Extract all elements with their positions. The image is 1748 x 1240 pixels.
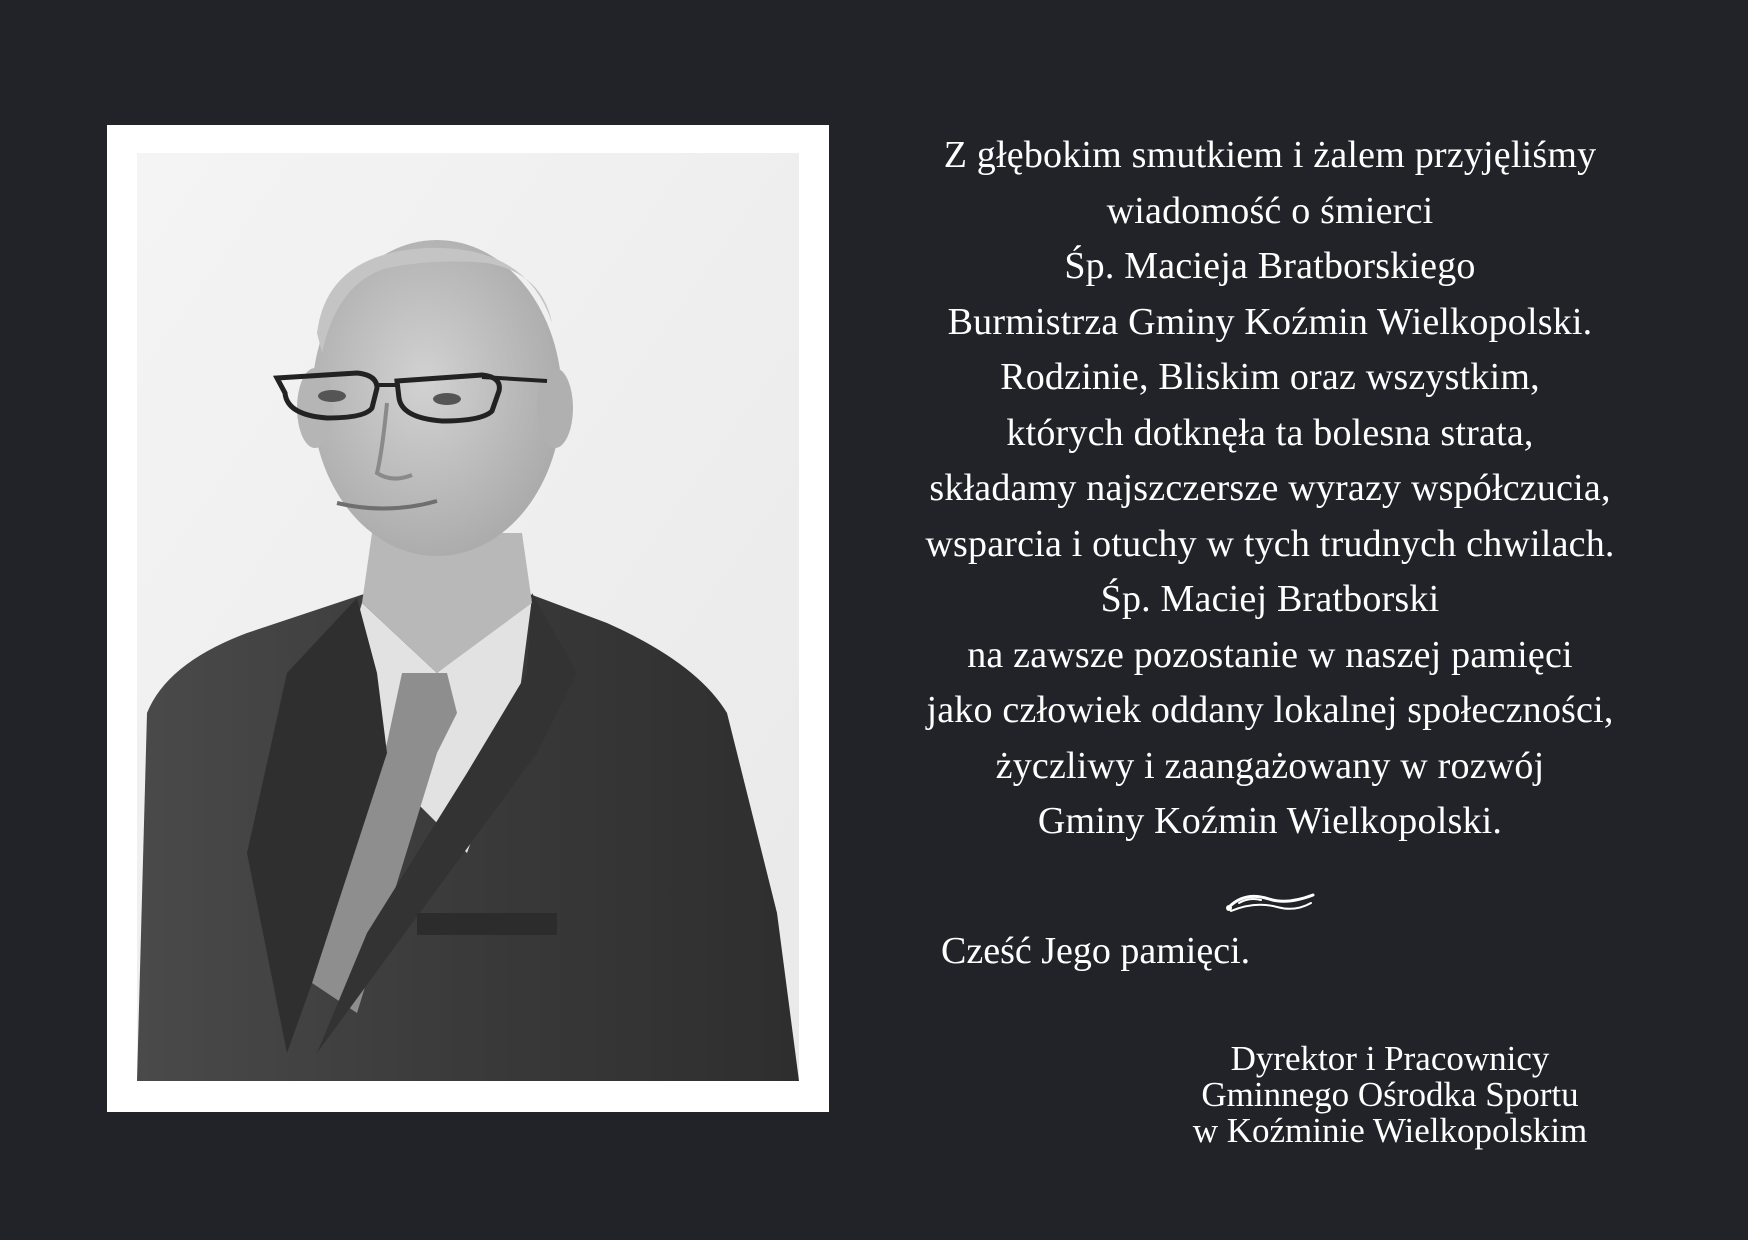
message-line: na zawsze pozostanie w naszej pamięci	[967, 633, 1573, 676]
closing-phrase: Cześć Jego pamięci.	[941, 930, 1251, 972]
photo-frame	[107, 125, 829, 1112]
message-line: Burmistrza Gminy Koźmin Wielkopolski.	[947, 300, 1593, 343]
message-line: Z głębokim smutkiem i żalem przyjęliśmy	[943, 134, 1597, 176]
flourish-ornament-icon	[1225, 887, 1317, 917]
signature-line: Dyrektor i Pracownicy	[1230, 1039, 1550, 1078]
message-line: Gminy Koźmin Wielkopolski.	[1037, 800, 1503, 842]
message-line: życzliwy i zaangażowany w rozwój	[995, 744, 1545, 787]
signature-line: w Koźminie Wielkopolskim	[1192, 1111, 1588, 1150]
message-line: wiadomość o śmierci	[1106, 189, 1434, 232]
message-line: składamy najszczersze wyrazy współczucia,	[929, 467, 1611, 509]
signature	[1110, 1041, 1670, 1149]
message-line: wsparcia i otuchy w tych trudnych chwilach.	[925, 522, 1615, 565]
condolence-message	[880, 128, 1660, 850]
message-line: których dotknęła ta bolesna strata,	[1006, 411, 1534, 454]
message-line: Śp. Macieja Bratborskiego	[1064, 245, 1476, 287]
signature-line: Gminnego Ośrodka Sportu	[1201, 1075, 1579, 1114]
portrait-photo	[137, 153, 799, 1081]
message-line: Rodzinie, Bliskim oraz wszystkim,	[1000, 356, 1540, 398]
message-line: jako człowiek oddany lokalnej społeczności,	[926, 689, 1614, 731]
message-line: Śp. Maciej Bratborski	[1100, 578, 1440, 620]
